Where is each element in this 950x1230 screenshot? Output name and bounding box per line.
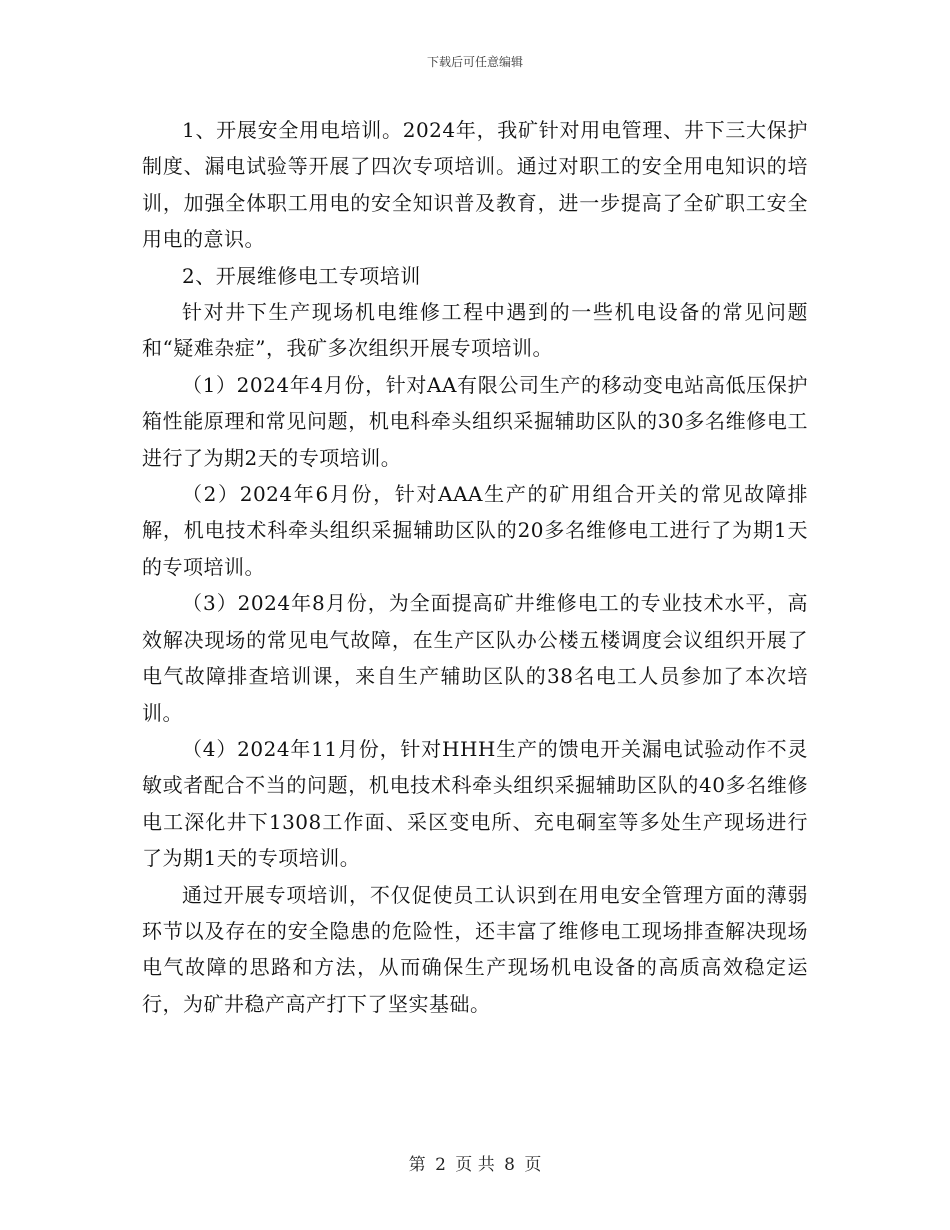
page-footer: [0, 1154, 950, 1176]
paragraph-training-item-4: （4）2024年11月份，针对HHH生产的馈电开关漏电试验动作不灵敏或者配合不当的问题，机电技术科牵头组织采掘辅助区队的40多名维修电工深化井下1308工作面、采区变电所、充电硐室等多处生产现场进行了为期1天的专项培训。: [142, 736, 808, 871]
page-current-number: 2: [435, 1155, 446, 1175]
paragraph-training-summary: 通过开展专项培训，不仅促使员工认识到在用电安全管理方面的薄弱环节以及存在的安全隐患的危险性，还丰富了维修电工现场排查解决现场电气故障的思路和方法，从而确保生产现场机电设备的高质高效稳定运行，为矿井稳产高产打下了坚实基础。: [142, 882, 808, 1016]
page-total-number: 8: [504, 1155, 515, 1175]
page-suffix: 页: [524, 1155, 542, 1175]
paragraph-maintenance-training-intro: 针对井下生产现场机电维修工程中遇到的一些机电设备的常见问题和“疑难杂症”，我矿多次组织开展专项培训。: [142, 300, 808, 361]
paragraph-training-item-1: （1）2024年4月份，针对AA有限公司生产的移动变电站高低压保护箱性能原理和常见问题，机电科牵头组织采掘辅助区队的30多名维修电工进行了为期2天的专项培训。: [142, 372, 808, 470]
paragraph-electrical-safety-training: 1、开展安全用电培训。2024年，我矿针对用电管理、井下三大保护制度、漏电试验等开展了四次专项培训。通过对职工的安全用电知识的培训，加强全体职工用电的安全知识普及教育，进一步提高了全矿职工安全用电的意识。: [142, 118, 808, 252]
paragraph-training-item-3: （3）2024年8月份，为全面提高矿井维修电工的专业技术水平，高效解决现场的常见电气故障，在生产区队办公楼五楼调度会议组织开展了电气故障排查培训课，来自生产辅助区队的38名电工人员参加了本次培训。: [142, 591, 808, 725]
page-prefix: 第: [408, 1155, 426, 1175]
page-middle-text: 页 共: [455, 1155, 495, 1175]
header-note: 下载后可任意编辑: [426, 55, 523, 69]
paragraph-maintenance-training-heading: 2、开展维修电工专项培训: [182, 263, 421, 288]
document-body: [142, 112, 808, 1022]
paragraph-training-item-2: （2）2024年6月份，针对AAA生产的矿用组合开关的常见故障排解，机电技术科牵头组织采掘辅助区队的20多名维修电工进行了为期1天的专项培训。: [142, 482, 808, 579]
